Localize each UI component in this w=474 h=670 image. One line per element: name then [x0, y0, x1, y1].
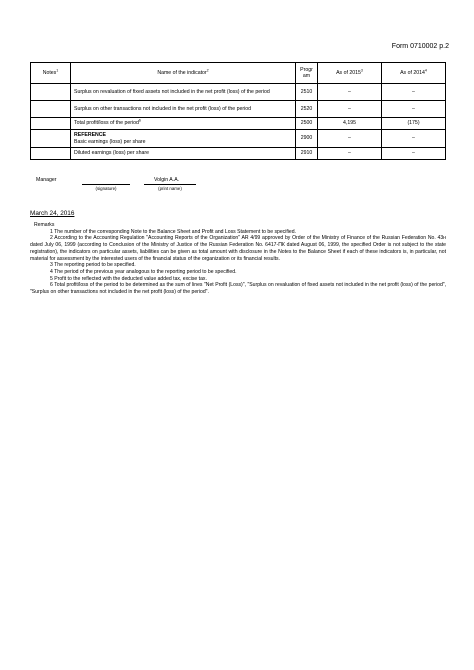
program-code: 2900 — [296, 130, 318, 148]
note-cell — [31, 118, 71, 130]
header-year-2015: As of 2015$^3$ — [318, 63, 382, 84]
value-2014: (175) — [382, 118, 446, 130]
program-code: 2510 — [296, 84, 318, 101]
table-row — [31, 101, 446, 118]
table-row — [31, 118, 446, 130]
value-2015: 4,195 — [318, 118, 382, 130]
value-2015: – — [318, 101, 382, 118]
header-notes: Notes$^1$ — [31, 63, 71, 84]
table-row — [31, 130, 446, 148]
indicator-name: Surplus on other transactions not included in the net profit (loss) of the period — [71, 101, 296, 118]
manager-name: Volgin A.A. — [154, 177, 180, 183]
remark-item: 5 Profit to the reflected with the deducted value added tax, excise tax. — [50, 275, 207, 282]
print-name-caption: (print name) — [158, 186, 182, 191]
header-indicator-name: Name of the indicator$^2$ — [71, 63, 296, 84]
program-code: 2910 — [296, 148, 318, 160]
report-date: March 24, 2016 — [30, 210, 75, 217]
value-2014: – — [382, 84, 446, 101]
signature-caption: (signature) — [95, 186, 117, 191]
remark-item: 4 The period of the previous year analogous to the reporting period to be specified. — [50, 269, 237, 276]
remark-item: 3 The reporting period to be specified. — [50, 262, 136, 269]
indicator-name: Surplus on revaluation of fixed assets not included in the net profit (loss) of the period — [71, 84, 296, 101]
signature-block — [30, 175, 330, 197]
indicator-name: Diluted earnings (loss) per share — [71, 148, 296, 160]
note-cell — [31, 84, 71, 101]
value-2014: – — [382, 101, 446, 118]
value-2014: – — [382, 148, 446, 160]
table-row — [31, 84, 446, 101]
remarks-section — [30, 222, 446, 296]
reference-heading: REFERENCE — [74, 132, 106, 138]
remark-item: 6 Total profit/loss of the period to be determined as the sum of lines "Net Profit (Loss)", "Surplus on revaluation of fixed assets not included in the net profit (loss) of the period", "Surplus on other transactions not included in the net profit (loss) of the period". — [30, 282, 446, 296]
value-2015: – — [318, 148, 382, 160]
table-header-row — [31, 63, 446, 84]
note-cell — [31, 130, 71, 148]
header-program-code: Progr am — [296, 63, 318, 84]
indicator-name: REFERENCE Basic earnings (loss) per share — [71, 130, 296, 148]
manager-label: Manager — [36, 177, 57, 183]
remarks-title: Remarks — [34, 222, 55, 228]
remark-item: 1 The number of the corresponding Note to the Balance Sheet and Profit and Loss Statement to be specified. — [50, 228, 296, 235]
table-row — [31, 148, 446, 160]
note-cell — [31, 101, 71, 118]
indicators-table — [30, 62, 446, 160]
form-id: Form 0710002 p.2 — [391, 43, 449, 50]
indicator-name: Total profit/loss of the period$^6$ — [71, 118, 296, 130]
program-code: 2500 — [296, 118, 318, 130]
header-year-2014: As of 2014$^4$ — [382, 63, 446, 84]
program-code: 2520 — [296, 101, 318, 118]
value-2015: – — [318, 84, 382, 101]
remark-item: 2 According to the Accounting Regulation "Accounting Reports of the Organization" AR 4/99 approved by Order of the Ministry of Finance of the Russian Federation No. 43н dated July 06, 1999 (according to Conclusion of the Ministry of Justice of the Russian Federation No. 6417-ПК dated August 06, 1999, the specified Order is not subject to the state registration), the indicators on particular assets, liabilities can be given as total amount with disclosure in the Notes to the Balance Sheet if each of these indicators is, in particular, not material for assessment by the interested users of the financial status of the organization or its financial results. — [30, 235, 446, 262]
value-2014: – — [382, 130, 446, 148]
print-name-line — [144, 184, 196, 185]
value-2015: – — [318, 130, 382, 148]
note-cell — [31, 148, 71, 160]
signature-line — [82, 184, 130, 185]
